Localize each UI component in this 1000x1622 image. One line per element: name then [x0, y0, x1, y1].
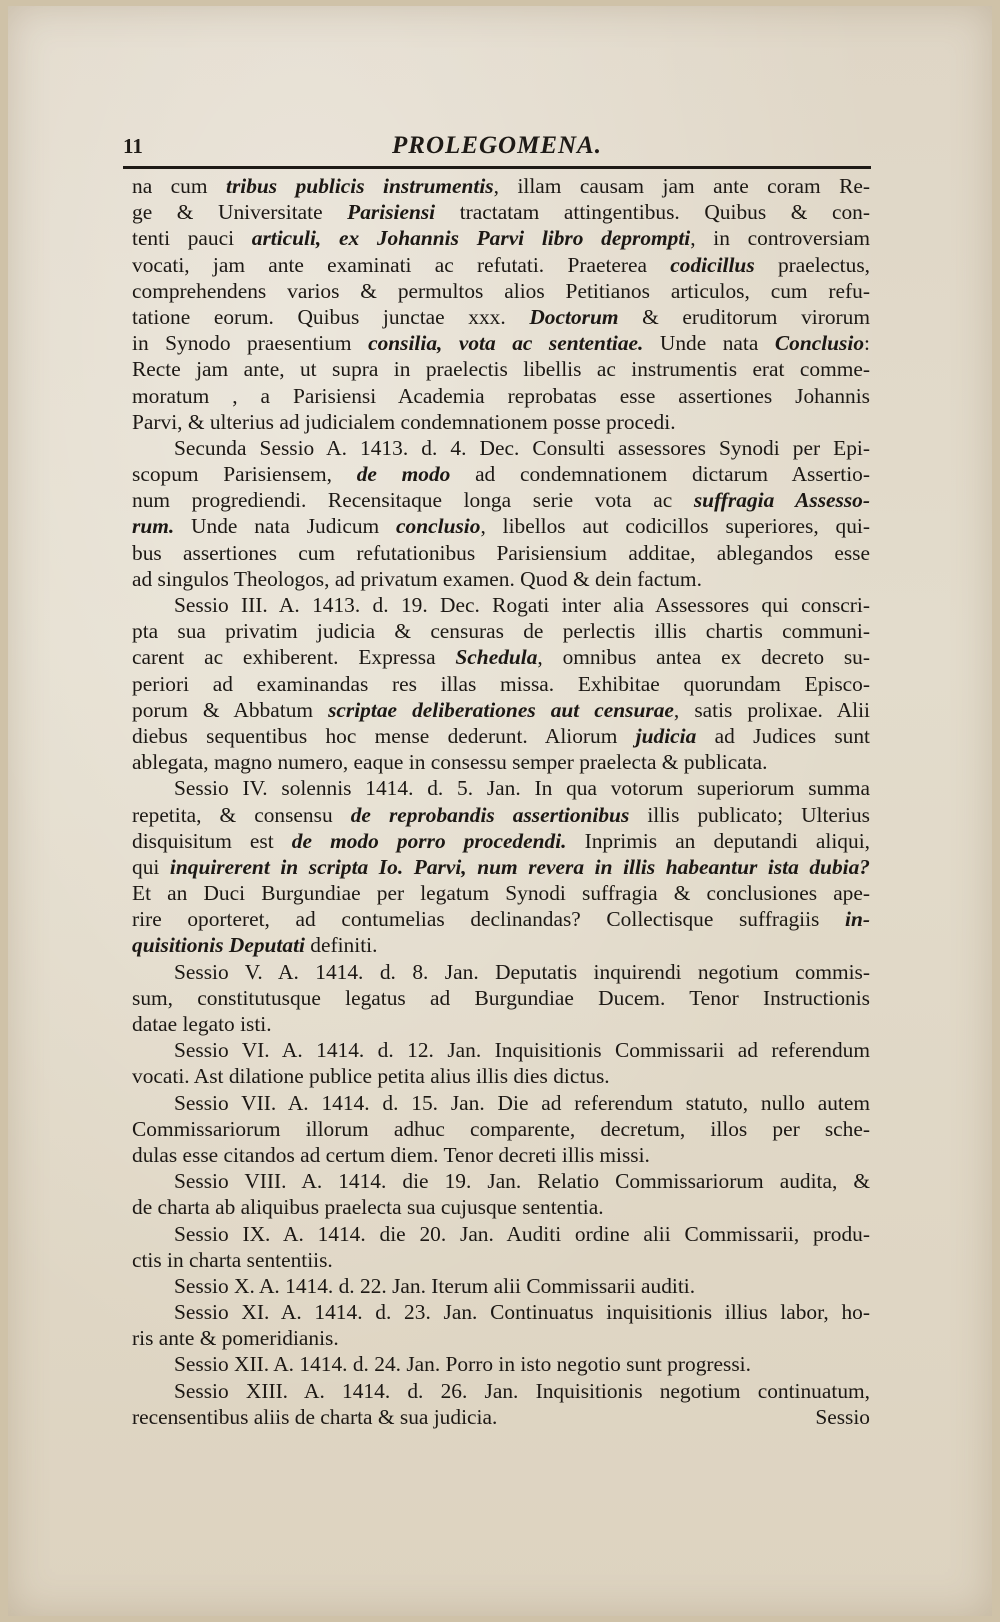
text-run: sum, constitutusque legatus ad Burgundiae Ducem. Tenor Instructionis: [132, 985, 870, 1010]
text-line: [132, 566, 870, 592]
text-run: Parvi, & ulterius ad judicialem condemnationem posse procedi.: [132, 409, 676, 434]
text-run: Sessio VI. A. 1414. d. 12. Jan. Inquisitionis Commissarii ad referendum: [174, 1038, 870, 1063]
text-line: [132, 985, 870, 1011]
text-run: Sessio XIII. A. 1414. d. 26. Jan. Inquisitionis negotium continuatum,: [174, 1378, 870, 1403]
text-run: Sessio XII. A. 1414. d. 24. Jan. Porro in isto negotio sunt progressi.: [174, 1352, 751, 1377]
text-line: [132, 592, 870, 618]
text-run: ablegata, magno numero, eaque in consessu semper praelecta & publicata.: [132, 750, 768, 775]
text-run: porum & Abbatum: [132, 697, 329, 722]
text-run: moratum , a Parisiensi Academia reprobatas esse assertiones Johannis: [132, 383, 870, 408]
text-run: tractatam attingentibus. Quibus & con-: [435, 200, 870, 225]
text-line: [132, 723, 870, 749]
text-run: Secunda Sessio A. 1413. d. 4. Dec. Consulti assessores Synodi per Epi-: [174, 435, 870, 460]
text-line: [132, 199, 870, 225]
text-line: [132, 1037, 870, 1063]
text-run: vocati, jam ante examinati ac refutati. Praeterea: [132, 252, 671, 277]
text-run: Sessio III. A. 1413. d. 19. Dec. Rogati inter alia Assessores qui conscri-: [174, 593, 870, 617]
body-text: [132, 173, 870, 1430]
text-run: ge & Universitate: [132, 200, 348, 225]
italic-phrase: conclusio: [396, 514, 481, 539]
text-run: Sessio IV. solennis 1414. d. 5. Jan. In qua votorum superiorum summa: [174, 776, 870, 801]
text-line: [132, 540, 870, 566]
text-line: [132, 1325, 870, 1351]
text-line: [132, 1351, 870, 1377]
text-run: ris ante & pomeridianis.: [132, 1326, 339, 1351]
italic-phrase: codicillus: [670, 252, 755, 277]
text-run: Inprimis an deputandi aliqui,: [566, 828, 870, 853]
italic-phrase: de modo: [356, 462, 451, 487]
text-run: bus assertiones cum refutationibus Parisiensium additae, ablegandos esse: [132, 540, 870, 565]
text-run: Sessio VIII. A. 1414. die 19. Jan. Relatio Commissariorum audita, &: [174, 1169, 870, 1194]
text-line: [132, 513, 870, 539]
text-run: Commissariorum illorum adhuc comparente, decretum, illos per sche-: [132, 1116, 870, 1141]
italic-phrase: Doctorum: [529, 304, 619, 329]
italic-phrase: inquirerent in scripta Io. Parvi, num revera in illis habeantur ista dubia?: [169, 854, 870, 879]
text-run: comprehendens varios & permultos alios Petitianos articulos, cum refu-: [132, 278, 870, 303]
text-line: [132, 749, 870, 775]
text-run: rire oporteret, ad contumelias declinandas? Collectisque suffragiis: [132, 907, 846, 932]
text-run: , libellos aut codicillos superiores, qui-: [480, 514, 870, 539]
italic-phrase: judicia: [635, 723, 697, 748]
text-line: [132, 330, 870, 356]
text-line: [132, 173, 870, 199]
text-run: ctis in charta sententiis.: [132, 1247, 333, 1272]
italic-phrase: articuli, ex Johannis Parvi libro deprompti: [251, 226, 691, 251]
text-run: tatione eorum. Quibus junctae xxx.: [132, 304, 530, 329]
text-run: ad Judices sunt: [696, 723, 870, 748]
text-run: , satis prolixae. Alii: [673, 697, 870, 722]
text-line: [132, 1378, 870, 1404]
text-line: [132, 828, 870, 854]
text-line: [132, 697, 870, 723]
text-run: pta sua privatim judicia & censuras de perlectis illis chartis communi-: [132, 619, 870, 644]
text-run: illis publicato; Ulterius: [629, 802, 870, 827]
text-run: periori ad examinandas res illas missa. Exhibitae quorundam Episco-: [132, 671, 870, 696]
text-line: [132, 487, 870, 513]
text-line: [132, 356, 870, 382]
text-run: Unde nata: [643, 331, 775, 356]
italic-phrase: quisitionis Deputati: [132, 933, 305, 958]
text-run: vocati. Ast dilatione publice petita alius illis dies dictus.: [132, 1064, 610, 1089]
text-line: [132, 409, 870, 435]
text-run: Sessio VII. A. 1414. d. 15. Jan. Die ad referendum statuto, nullo autem: [174, 1090, 870, 1115]
text-run: , illam causam jam ante coram Re-: [493, 174, 871, 198]
text-line: [132, 671, 870, 697]
text-line: [132, 252, 870, 278]
text-line: [132, 278, 870, 304]
text-run: dulas esse citandos ad certum diem. Tenor decreti illis missi.: [132, 1142, 650, 1167]
text-run: na cum: [132, 174, 226, 198]
text-run: de charta ab aliquibus praelecta sua cujusque sententia.: [132, 1195, 604, 1220]
italic-phrase: de reprobandis assertionibus: [350, 802, 630, 827]
text-line: [132, 1404, 870, 1430]
text-run: in Synodo praesentium: [132, 331, 369, 356]
italic-phrase: consilia, vota ac sententiae.: [368, 331, 644, 356]
text-line: [132, 1090, 870, 1116]
text-run: Et an Duci Burgundiae per legatum Synodi suffragia & conclusiones ape-: [132, 881, 870, 906]
text-run: diebus sequentibus hoc mense dederunt. Aliorum: [132, 723, 636, 748]
text-line: [132, 225, 870, 251]
catchword: Sessio: [815, 1404, 870, 1429]
text-run: tenti pauci: [132, 226, 252, 251]
running-head: PROLEGOMENA.: [392, 132, 602, 159]
book-page: [8, 6, 992, 1616]
italic-phrase: suffragia Assesso-: [693, 488, 870, 513]
text-line: [132, 1063, 870, 1089]
italic-phrase: Conclusio: [774, 331, 865, 356]
italic-phrase: scriptae deliberationes aut censurae: [328, 697, 674, 722]
text-run: Recte jam ante, ut supra in praelectis libellis ac instrumentis erat comme-: [132, 357, 870, 382]
text-run: num progrediendi. Recensitaque longa serie vota ac: [132, 488, 694, 513]
text-line: [132, 854, 870, 880]
text-run: scopum Parisiensem,: [132, 462, 357, 487]
italic-phrase: in-: [845, 907, 870, 932]
text-run: repetita, & consensu: [132, 802, 351, 827]
text-run: disquisitum est: [132, 828, 292, 853]
text-run: ad condemnationem dictarum Assertio-: [450, 462, 870, 487]
text-run: :: [864, 331, 870, 356]
text-line: [132, 1299, 870, 1325]
text-line: [132, 383, 870, 409]
text-line: [132, 644, 870, 670]
text-line: [132, 880, 870, 906]
text-line: [132, 1142, 870, 1168]
italic-phrase: rum.: [132, 514, 175, 539]
text-line: [132, 1168, 870, 1194]
text-line: [132, 618, 870, 644]
text-run: Sessio X. A. 1414. d. 22. Jan. Iterum alii Commissarii auditi.: [174, 1273, 696, 1298]
text-line: [132, 1247, 870, 1273]
page-header: [123, 128, 871, 169]
italic-phrase: Schedula: [455, 645, 538, 670]
text-line: [132, 1194, 870, 1220]
text-line: [132, 1221, 870, 1247]
text-line: [132, 435, 870, 461]
text-line: [132, 1116, 870, 1142]
text-run: Sessio IX. A. 1414. die 20. Jan. Auditi ordine alii Commissarii, produ-: [174, 1221, 870, 1246]
text-run: carent ac exhiberent. Expressa: [132, 645, 456, 670]
text-run: Sessio XI. A. 1414. d. 23. Jan. Continuatus inquisitionis illius labor, ho-: [174, 1300, 870, 1325]
text-run: Sessio V. A. 1414. d. 8. Jan. Deputatis inquirendi negotium commis-: [174, 959, 870, 984]
text-run: definiti.: [304, 933, 378, 958]
text-line: [132, 802, 870, 828]
italic-phrase: tribus publicis instrumentis: [226, 174, 494, 198]
text-run: praelectus,: [754, 252, 870, 277]
text-line: [132, 1273, 870, 1299]
text-run: recensentibus aliis de charta & sua judicia.: [132, 1404, 498, 1429]
text-line: [132, 1011, 870, 1037]
text-line: [132, 932, 870, 958]
italic-phrase: Parisiensi: [347, 200, 436, 225]
text-run: datae legato isti.: [132, 1012, 272, 1036]
italic-phrase: de modo porro procedendi.: [291, 828, 567, 853]
page-number: 11: [123, 134, 143, 158]
text-line: [132, 775, 870, 801]
text-run: ad singulos Theologos, ad privatum examen. Quod & dein factum.: [132, 566, 702, 591]
text-run: & eruditorum virorum: [618, 304, 870, 329]
text-line: [132, 959, 870, 985]
text-run: qui: [132, 854, 170, 879]
text-run: , omnibus antea ex decreto su-: [537, 645, 871, 670]
text-line: [132, 461, 870, 487]
text-line: [132, 906, 870, 932]
text-line: [132, 304, 870, 330]
text-run: , in controversiam: [690, 226, 871, 251]
text-run: Unde nata Judicum: [174, 514, 397, 539]
